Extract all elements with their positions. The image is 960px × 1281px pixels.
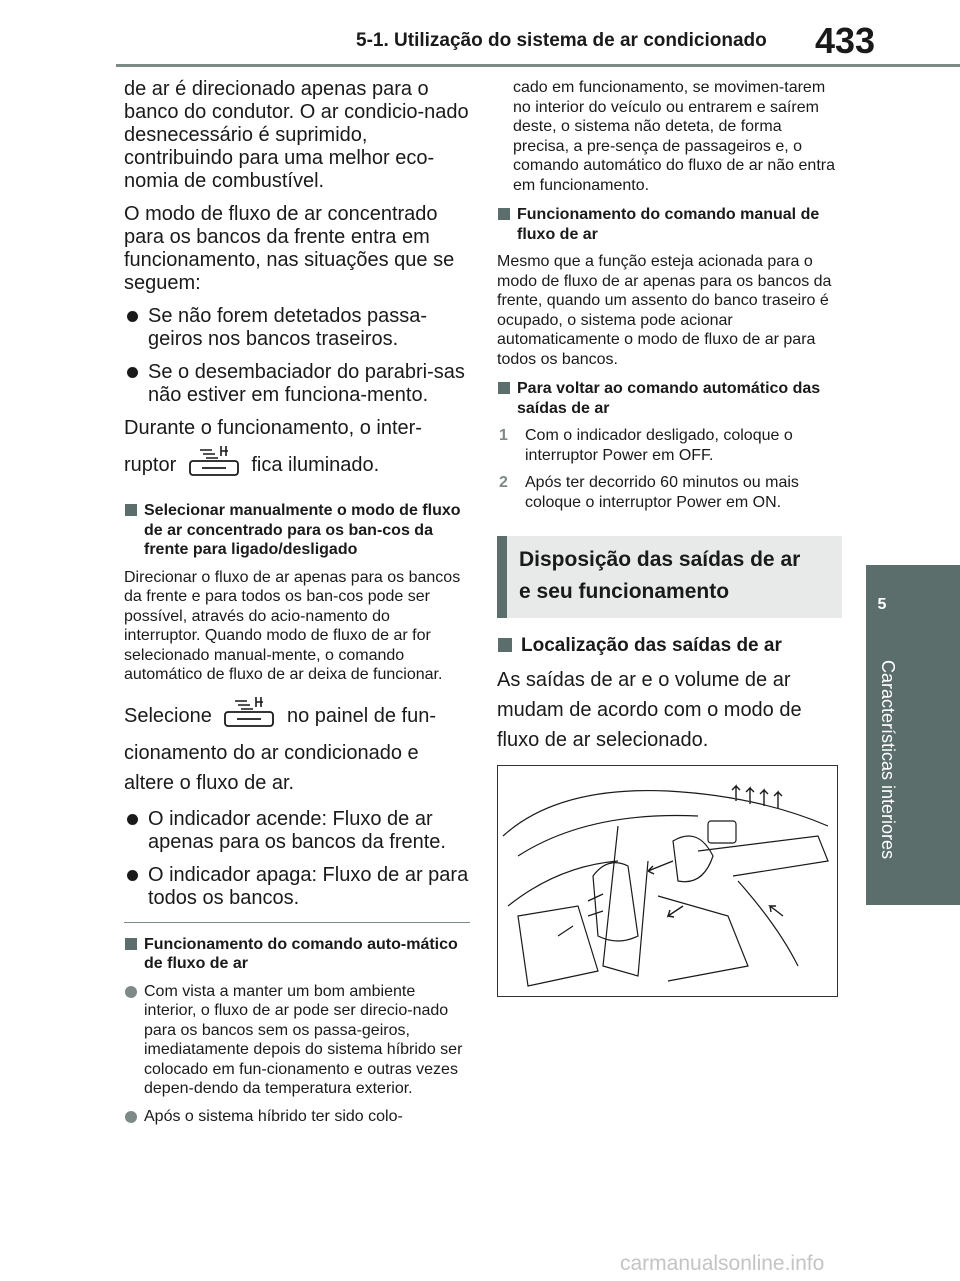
chapter-number: 5 xyxy=(877,596,887,613)
continued-note: cado em funcionamento, se movimen-tarem no interior do veículo ou entrarem e saírem deste, o sistema não deteta, de forma precisa, a pre-sença de passageiros e, o comando automático do fluxo de ar não entra em funcionamento. xyxy=(513,79,835,194)
location-heading: Localização das saídas de ar xyxy=(497,634,842,657)
manual-mode-text: Direcionar o fluxo de ar apenas para os bancos da frente e para todos os ban-cos pode ser possível, através do acio-namento do interruptor. Quando modo de fluxo de ar for selecionado manual-mente, o comando automático de fluxo de ar deixa de funcionar. xyxy=(124,568,461,683)
location-text: As saídas de ar e o volume de ar mudam de acordo com o modo de fluxo de ar selecionado. xyxy=(497,669,802,751)
manual-mode-heading: Selecionar manualmente o modo de fluxo de ar concentrado para os ban-cos da frente para ligado/desligado xyxy=(124,501,470,560)
select-paragraph-continued: cionamento do ar condicionado e altere o fluxo de ar. xyxy=(124,741,419,794)
return-auto-heading: Para voltar ao comando automático das saídas de ar xyxy=(497,379,842,418)
manual-operation-text: Mesmo que a função esteja acionada para o modo de fluxo de ar apenas para os bancos da frente, quando um assento do banco traseiro é ocupado, o sistema pode acionar automaticamente o modo de fluxo de ar para todos os bancos. xyxy=(497,253,832,368)
select-text-after: no painel de fun- xyxy=(286,704,436,727)
front-seat-airflow-button-icon xyxy=(223,695,275,738)
step-item xyxy=(497,473,842,512)
section-title: 5-1. Utilização do sistema de ar condicionado xyxy=(356,30,767,51)
indicator-state-item: O indicador acende: Fluxo de ar apenas para os bancos da frente. xyxy=(124,808,470,854)
step-text: Após ter decorrido 60 minutos ou mais coloque o interruptor Power em ON. xyxy=(525,474,799,511)
notes-divider xyxy=(124,922,470,923)
interior-line-drawing xyxy=(498,766,837,996)
select-paragraph xyxy=(124,695,470,738)
step-item xyxy=(497,426,842,465)
select-text-before: Selecione xyxy=(124,704,212,727)
intro-paragraph: de ar é direcionado apenas para o banco do condutor. O ar condicio-nado desnecessário é suprimido, contribuindo para uma melhor eco-nomia de combustível. xyxy=(124,78,469,192)
condition-item: Se o desembaciador do parabri-sas não estiver em funciona-mento. xyxy=(124,361,470,407)
header-rule xyxy=(116,64,960,67)
section-heading-line1: Disposição das saídas de ar xyxy=(519,548,801,571)
step-number: 2 xyxy=(499,474,508,491)
manual-operation-heading: Funcionamento do comando manual de fluxo de ar xyxy=(497,205,842,244)
switch-paragraph xyxy=(124,444,470,487)
right-column xyxy=(497,78,842,997)
left-column xyxy=(124,78,470,1134)
switch-text-after: fica iluminado. xyxy=(251,453,380,476)
page-number: 433 xyxy=(815,20,876,61)
auto-note-item: Com vista a manter um bom ambiente interior, o fluxo de ar pode ser direcio-nado para os bancos sem os passa-geiros, imediatamente depois do sistema híbrido ser colocado em fun-cionamento e outras vezes depen-dendo da temperatura exterior. xyxy=(124,982,470,1099)
switch-text-before: ruptor xyxy=(124,453,177,476)
indicator-state-item: O indicador apaga: Fluxo de ar para todos os bancos. xyxy=(124,864,470,910)
step-number: 1 xyxy=(499,427,508,444)
step-text: Com o indicador desligado, coloque o interruptor Power em OFF. xyxy=(525,427,793,464)
watermark: carmanualsonline.info xyxy=(620,1252,825,1275)
section-heading-box xyxy=(497,536,842,618)
mode-intro-paragraph: O modo de fluxo de ar concentrado para os bancos da frente entra em funcionamento, nas situações que se seguem: xyxy=(124,203,455,294)
auto-control-heading: Funcionamento do comando auto-mático de fluxo de ar xyxy=(124,935,470,974)
auto-note-item: Após o sistema híbrido ter sido colo- xyxy=(124,1107,470,1127)
condition-item: Se não forem detetados passa-geiros nos bancos traseiros. xyxy=(124,305,470,351)
vehicle-interior-illustration xyxy=(497,765,838,997)
chapter-title: Características interiores xyxy=(878,660,898,860)
operation-paragraph: Durante o funcionamento, o inter- xyxy=(124,417,422,439)
section-heading-line2: e seu funcionamento xyxy=(519,580,730,603)
front-seat-airflow-switch-icon xyxy=(188,444,240,487)
